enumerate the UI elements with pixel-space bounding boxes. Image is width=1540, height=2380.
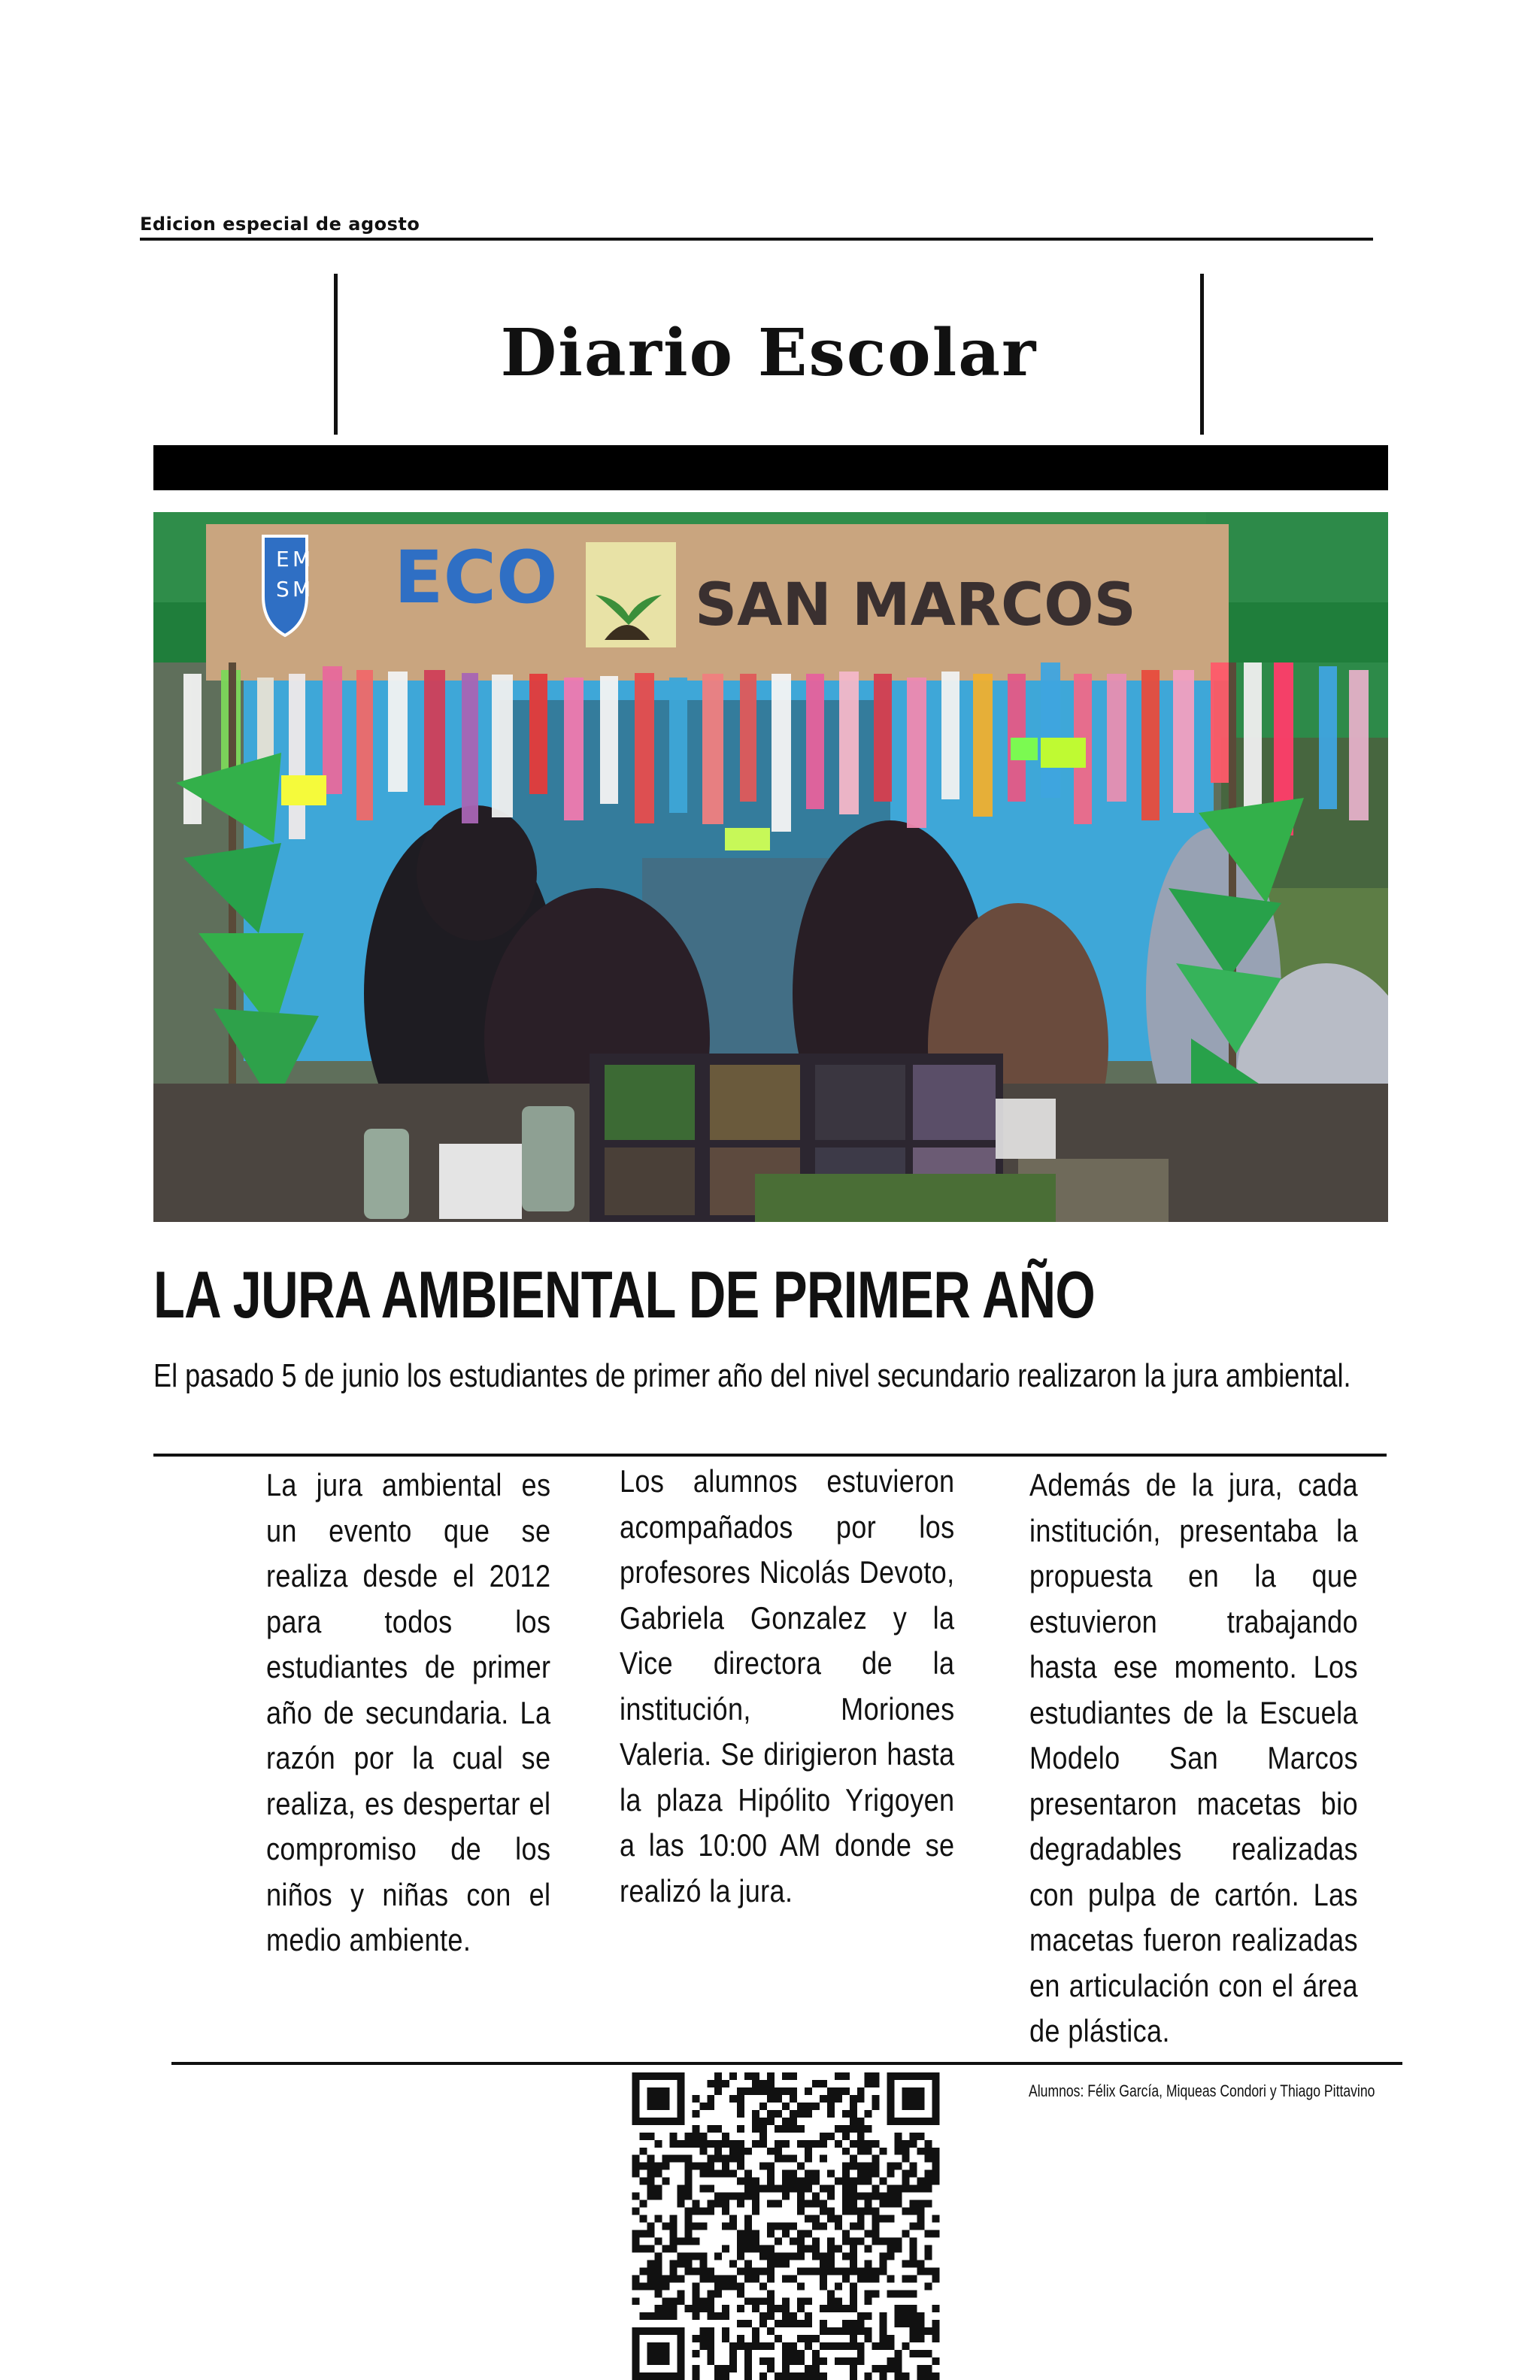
article-column-1: La jura ambiental es un evento que se realiza desde el 2012 para todos los estudiantes de primer año de secundaria. La razón por la cual se realiza, es despertar el compromiso de los niños y niñas con el medio ambiente.: [266, 1467, 551, 1957]
article-column-3: Además de la jura, cada institución, presentaba la propuesta en la que estuvieron trabajando hasta ese momento. Los estudiantes de la Escuela Modelo San Marcos presentaron macetas bio degradables realizadas con pulpa de cartón. Las macetas fueron realizadas en articulación con el área de plástica.: [1029, 1467, 1358, 2048]
article-headline: LA JURA AMBIENTAL DE PRIMER AÑO: [153, 1257, 1096, 1332]
svg-text:S: S: [276, 577, 290, 602]
svg-text:SAN MARCOS: SAN MARCOS: [695, 572, 1136, 639]
masthead-right-bar: [1200, 274, 1204, 435]
section-rule: [153, 1454, 1387, 1457]
svg-text:ECO: ECO: [394, 535, 558, 620]
qr-code[interactable]: [632, 2072, 940, 2380]
svg-text:M: M: [293, 577, 311, 602]
svg-text:E: E: [276, 547, 290, 572]
author-credits: Alumnos: Félix García, Miqueas Condori y Thiago Pittavino: [1029, 2081, 1375, 2100]
masthead-title: Diario Escolar: [500, 315, 1038, 391]
bottom-rule: [171, 2062, 1402, 2065]
event-photo: [153, 512, 1388, 1222]
svg-text:M: M: [293, 547, 311, 572]
top-rule: [140, 238, 1373, 241]
article-subheadline: El pasado 5 de junio los estudiantes de primer año del nivel secundario realizaron la jura ambiental.: [153, 1357, 1351, 1394]
article-column-2: Los alumnos estuvieron acompañados por los profesores Nicolás Devoto, Gabriela Gonzalez y la Vice directora de la institución, Moriones Valeria. Se dirigieron hasta la plaza Hipólito Yrigoyen a las 10:00 AM donde se realizó la jura.: [620, 1463, 955, 1909]
edition-label: Edicion especial de agosto: [140, 214, 420, 235]
header-black-band: [153, 445, 1388, 490]
